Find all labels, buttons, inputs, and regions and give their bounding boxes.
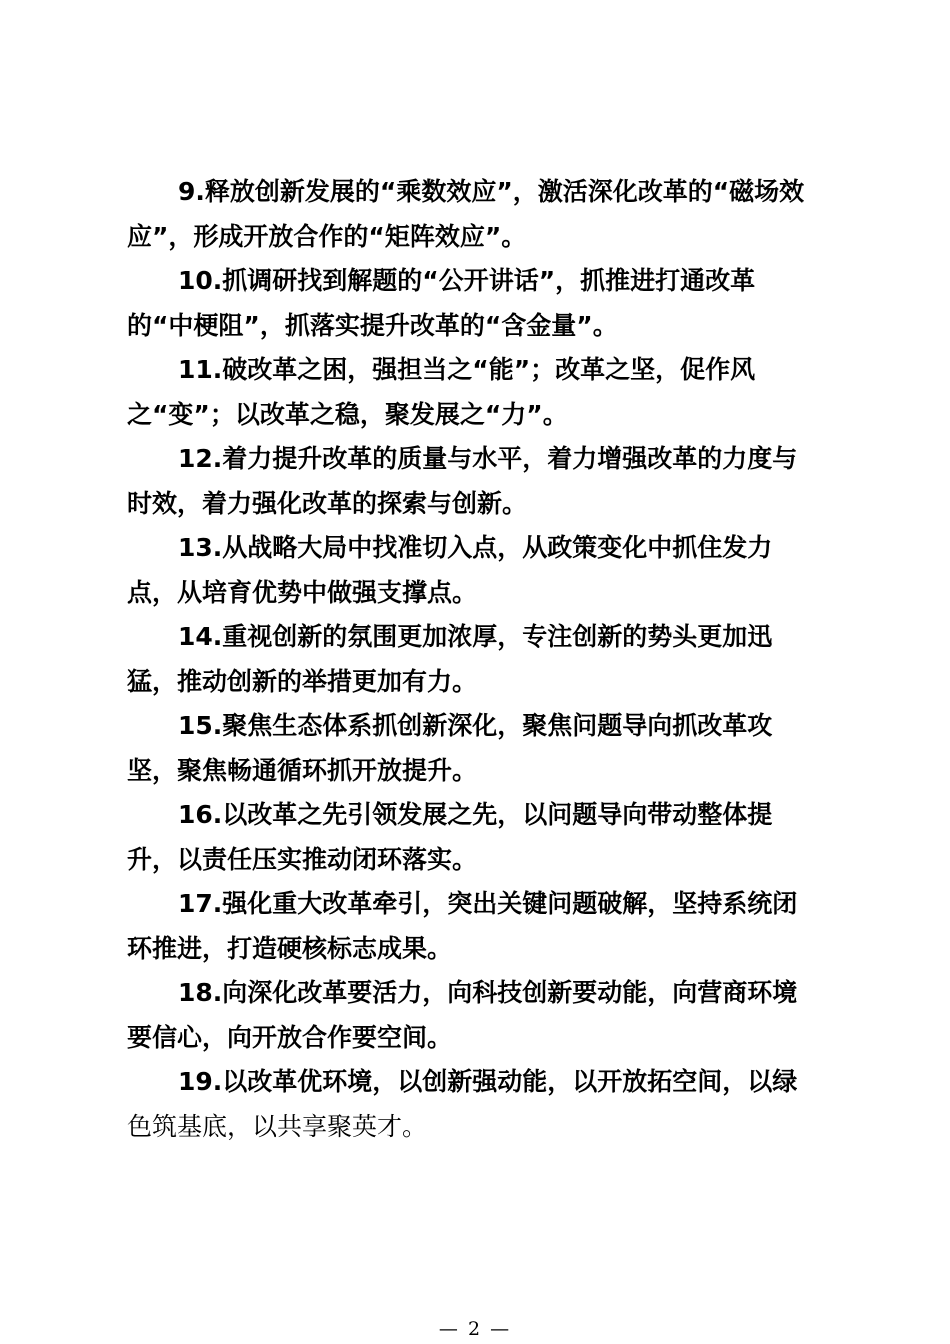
item-line-1: 13.从战略大局中找准切入点，从政策变化中抓住发力 — [178, 533, 773, 562]
list-item — [127, 526, 827, 615]
list-item — [127, 793, 827, 882]
item-line-1: 11.破改革之困，强担当之“能”；改革之坚，促作风 — [178, 355, 756, 384]
item-line-2: 升，以责任压实推动闭环落实。 — [127, 844, 478, 874]
item-line-2: 要信心，向开放合作要空间。 — [127, 1022, 453, 1052]
item-line-2: 猛，推动创新的举措更加有力。 — [127, 666, 478, 696]
item-line-2: 环推进，打造硬核标志成果。 — [127, 933, 453, 963]
item-line-1: 12.着力提升改革的质量与水平，着力增强改革的力度与 — [178, 444, 798, 473]
item-line-2: 坚，聚焦畅通循环抓开放提升。 — [127, 755, 478, 785]
list-item — [127, 437, 827, 526]
list-item — [127, 615, 827, 704]
item-line-1: 9.释放创新发展的“乘数效应”，激活深化改革的“磁场效 — [178, 177, 805, 206]
list-item — [127, 971, 827, 1060]
item-line-1: 17.强化重大改革牵引，突出关键问题破解，坚持系统闭 — [178, 889, 798, 918]
list-item — [127, 882, 827, 971]
item-line-1: 15.聚焦生态体系抓创新深化，聚焦问题导向抓改革攻 — [178, 711, 773, 740]
item-line-2: 的“中梗阻”，抓落实提升改革的“含金量”。 — [127, 310, 618, 340]
item-line-1: 14.重视创新的氛围更加浓厚，专注创新的势头更加迅 — [178, 622, 773, 651]
list-item — [127, 170, 827, 259]
item-line-2: 色筑基底，以共享聚英才。 — [127, 1111, 428, 1141]
page-number: — 2 — — [438, 1318, 512, 1340]
list-item — [127, 704, 827, 793]
item-line-1: 10.抓调研找到解题的“公开讲话”，抓推进打通改革 — [178, 266, 756, 295]
item-line-1: 16.以改革之先引领发展之先，以问题导向带动整体提 — [178, 800, 773, 829]
item-line-1: 19.以改革优环境，以创新强动能，以开放拓空间，以绿 — [178, 1067, 798, 1096]
list-item — [127, 348, 827, 437]
item-line-2: 点，从培育优势中做强支撑点。 — [127, 577, 478, 607]
item-line-1: 18.向深化改革要活力，向科技创新要动能，向营商环境 — [178, 978, 798, 1007]
list-item — [127, 1060, 827, 1149]
list-item — [127, 259, 827, 348]
document-body — [127, 170, 827, 1149]
item-line-2: 时效，着力强化改革的探索与创新。 — [127, 488, 528, 518]
item-line-2: 应”，形成开放合作的“矩阵效应”。 — [127, 221, 527, 251]
item-line-2: 之“变”；以改革之稳，聚发展之“力”。 — [127, 399, 568, 429]
